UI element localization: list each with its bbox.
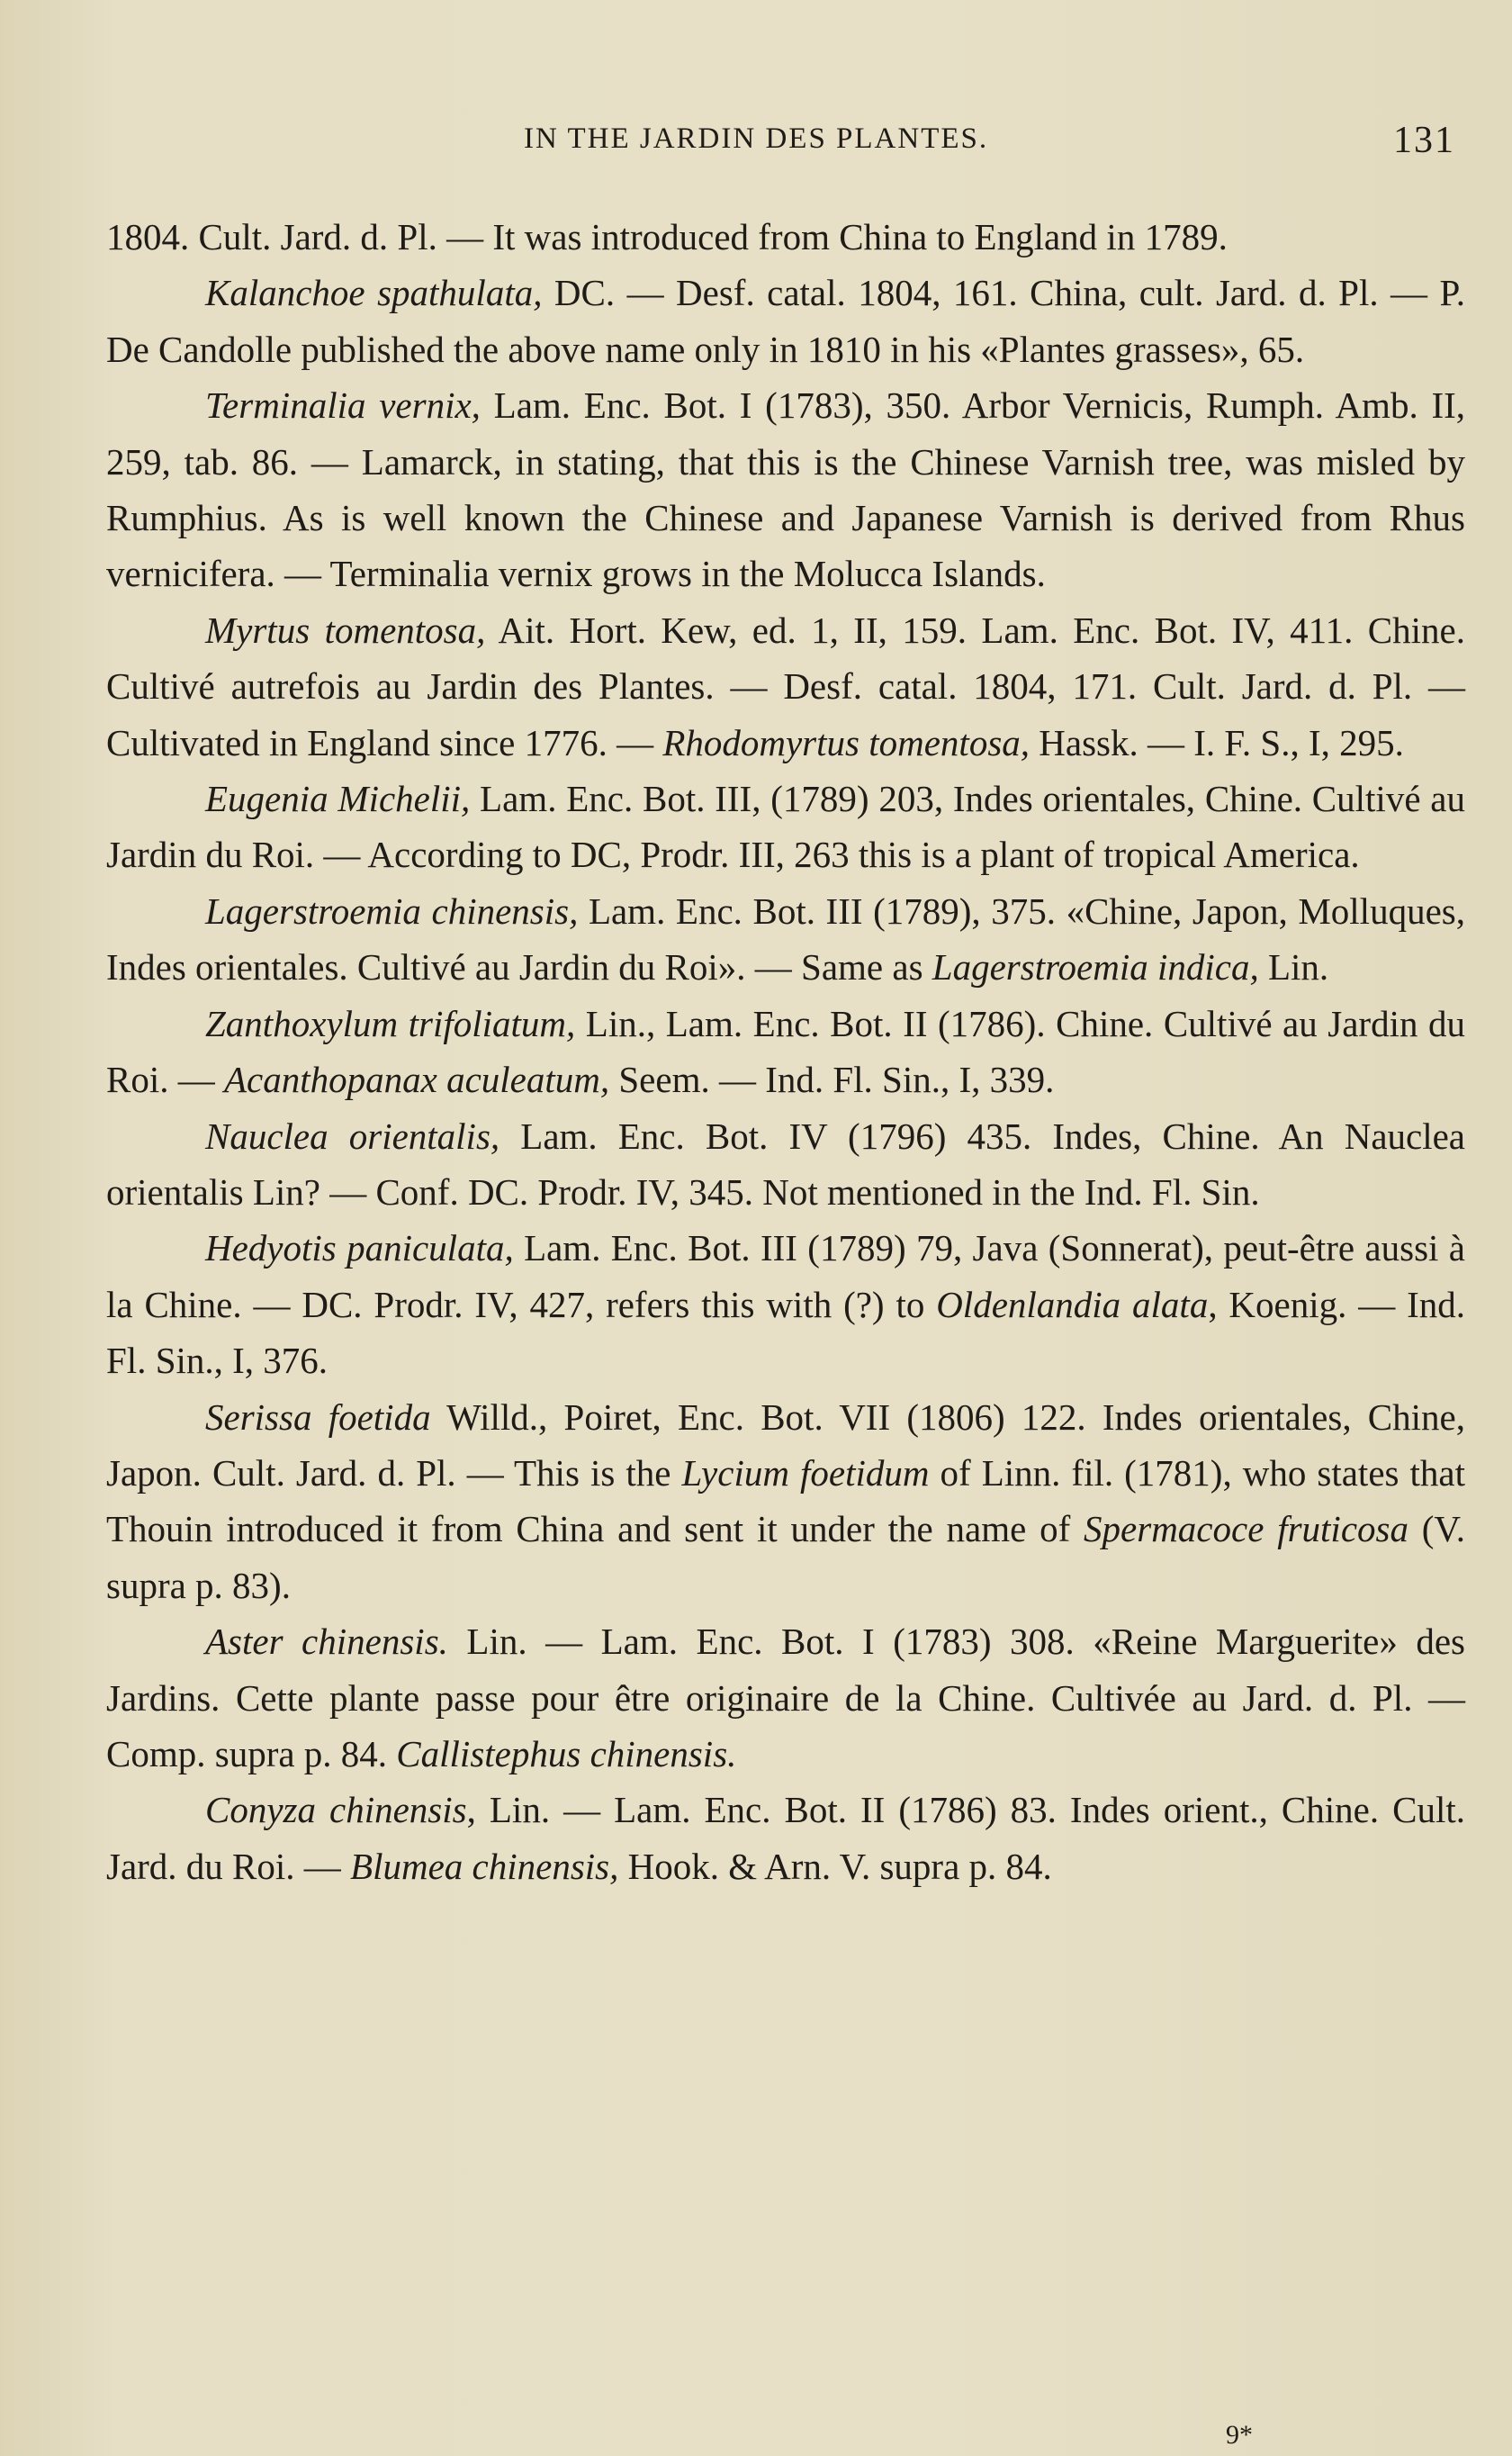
text-segment: Lam. Enc. Bot. III (1789) 79, Java (Sonnerat), peut-être aussi à la Chine. — DC. Prodr. IV, 427, refers this with (?) to xyxy=(106,1227,1465,1325)
text-segment: Lin., Lam. Enc. Bot. II (1786). Chine. Cultivé au Jardin du Roi. — xyxy=(106,1002,1465,1101)
italic-taxon-name: Callistephus chinensis. xyxy=(396,1732,737,1774)
text-segment: Willd., Poiret, Enc. Bot. VII (1806) 122. Indes orientales, Chine, Japon. Cult. Jard. d. Pl. — This is the xyxy=(106,1395,1465,1494)
paragraph xyxy=(106,996,1465,1108)
text-segment: Hook. & Arn. V. supra p. 84. xyxy=(618,1845,1052,1887)
italic-taxon-name: Kalanchoe spathulata, xyxy=(205,272,543,314)
paragraph xyxy=(106,377,1465,602)
paragraph xyxy=(106,1389,1465,1614)
paragraph xyxy=(106,265,1465,377)
italic-taxon-name: Myrtus tomentosa, xyxy=(205,609,486,651)
paragraph xyxy=(106,1108,1465,1221)
paragraph xyxy=(106,1613,1465,1782)
italic-taxon-name: Rhodomyrtus tomentosa, xyxy=(662,721,1030,763)
signature-mark: 9* xyxy=(1226,2420,1253,2450)
text-segment: Seem. — Ind. Fl. Sin., I, 339. xyxy=(609,1059,1055,1101)
paragraph xyxy=(106,1782,1465,1894)
text-segment: , Lin. — Lam. Enc. Bot. II (1786) 83. Indes orient., Chine. Cult. Jard. du Roi. — xyxy=(106,1789,1465,1887)
text-segment: Lam. Enc. Bot. IV (1796) 435. Indes, Chine. An Nauclea orientalis Lin? — Conf. DC. Prodr. IV, 345. Not mentioned in the Ind. Fl. Sin. xyxy=(106,1115,1466,1213)
page-number: 131 xyxy=(1393,120,1455,161)
italic-taxon-name: Aster chinensis. xyxy=(205,1621,448,1663)
text-segment: Lin. xyxy=(1258,946,1329,989)
italic-taxon-name: Hedyotis paniculata, xyxy=(205,1227,514,1269)
paragraph xyxy=(106,1220,1465,1388)
text-segment: , Koenig. — Ind. Fl. Sin., I, 376. xyxy=(106,1283,1466,1382)
paragraph xyxy=(106,209,1465,265)
running-head: IN THE JARDIN DES PLANTES. xyxy=(524,122,989,155)
text-segment: (V. supra p. 83). xyxy=(106,1508,1465,1606)
text-segment: Lam. Enc. Bot. III (1789), 375. «Chine, Japon, Molluques, Indes orientales. Cultivé au Jardin du Roi». — Same as xyxy=(106,889,1465,989)
text-segment: Hassk. — I. F. S., I, 295. xyxy=(1030,721,1404,763)
text-segment: 1804. Cult. Jard. d. Pl. — It was introduced from China to England in 1789. xyxy=(106,216,1228,257)
italic-taxon-name: Conyza chinensis xyxy=(205,1789,467,1831)
text-segment: DC. — Desf. catal. 1804, 161. China, cult. Jard. d. Pl. — P. De Candolle published the above name only in 1810 in his «Plantes grasses», 65. xyxy=(106,272,1466,370)
italic-taxon-name: Lagerstroemia chinensis, xyxy=(205,889,579,932)
body-text xyxy=(106,209,1465,1894)
text-segment: Lam. Enc. Bot. III, (1789) 203, Indes orientales, Chine. Cultivé au Jardin du Roi. — According to DC, Prodr. III, 263 this is a plant of tropical America. xyxy=(106,778,1465,876)
italic-taxon-name: Oldenlandia alata xyxy=(936,1283,1209,1325)
italic-taxon-name: Terminalia vernix, xyxy=(205,384,481,427)
paragraph xyxy=(106,602,1465,771)
italic-taxon-name: Serissa foetida xyxy=(205,1395,431,1438)
text-segment: Lam. Enc. Bot. I (1783), 350. Arbor Vernicis, Rumph. Amb. II, 259, tab. 86. — Lamarck, in stating, that this is the Chinese Varnish tree, was misled by Rumphius. As is well known the Chinese and Japanese Varnish is derived from Rhus vernicifera. — Terminalia vernix grows in the Molucca Islands. xyxy=(106,384,1465,595)
italic-taxon-name: Acanthopanax aculeatum, xyxy=(224,1059,610,1101)
italic-taxon-name: Spermacoce fruticosa xyxy=(1084,1508,1408,1550)
text-segment: Lin. — Lam. Enc. Bot. I (1783) 308. «Reine Marguerite» des Jardins. Cette plante passe pour être originaire de la Chine. Cultivée au Jard. d. Pl. — Comp. supra p. 84. xyxy=(106,1621,1465,1774)
italic-taxon-name: Eugenia Michelii, xyxy=(205,778,471,820)
italic-taxon-name: Blumea chinensis, xyxy=(350,1845,619,1887)
paragraph xyxy=(106,883,1465,996)
paragraph xyxy=(106,771,1465,883)
text-segment: Ait. Hort. Kew, ed. 1, II, 159. Lam. Enc. Bot. IV, 411. Chine. Cultivé autrefois au Jardin des Plantes. — Desf. catal. 1804, 171. Cult. Jard. d. Pl. — Cultivated in England since 1776. — xyxy=(106,609,1465,763)
italic-taxon-name: Lagerstroemia indica, xyxy=(932,946,1259,989)
italic-taxon-name: Zanthoxylum trifoliatum, xyxy=(205,1002,576,1044)
page-header xyxy=(0,115,1512,169)
text-segment: of Linn. fil. (1781), who states that Thouin introduced it from China and sent it under the name of xyxy=(106,1451,1465,1550)
italic-taxon-name: Lycium foetidum xyxy=(681,1451,930,1494)
italic-taxon-name: Nauclea orientalis, xyxy=(205,1115,500,1157)
